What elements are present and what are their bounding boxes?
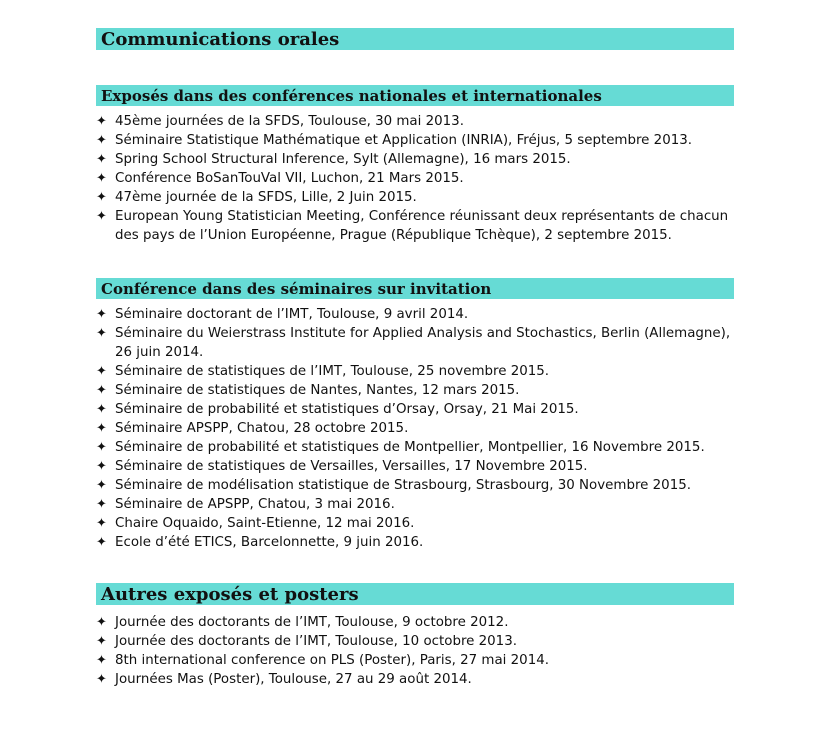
star-bullet-icon: ✦ [96, 326, 107, 341]
star-bullet-icon: ✦ [96, 114, 107, 129]
section-title-autres-exposes: Autres exposés et posters [96, 583, 734, 605]
section-title-communications-orales: Communications orales [96, 28, 734, 50]
subsection-title-seminaires: Conférence dans des séminaires sur invitation [96, 278, 734, 299]
star-bullet-icon: ✦ [96, 152, 107, 167]
star-bullet-icon: ✦ [96, 307, 107, 322]
list-item: ✦ Séminaire de probabilité et statistiques d’Orsay, Orsay, 21 Mai 2015. [96, 402, 579, 417]
star-bullet-icon: ✦ [96, 209, 107, 224]
star-bullet-icon: ✦ [96, 440, 107, 455]
list-item: ✦ Séminaire APSPP, Chatou, 28 octobre 2015. [96, 421, 409, 436]
star-bullet-icon: ✦ [96, 535, 107, 550]
list-item: ✦ Ecole d’été ETICS, Barcelonnette, 9 juin 2016. [96, 535, 424, 550]
star-bullet-icon: ✦ [96, 171, 107, 186]
star-bullet-icon: ✦ [96, 421, 107, 436]
list-item: ✦ Séminaire de statistiques de Versailles, Versailles, 17 Novembre 2015. [96, 459, 588, 474]
star-bullet-icon: ✦ [96, 190, 107, 205]
list-item: ✦ European Young Statistician Meeting, Conférence réunissant deux représentants de chacun des pays de l’Union Européenne, Prague (République Tchèque), 2 septembre 2015. [96, 209, 729, 243]
list-item: ✦ Journée des doctorants de l’IMT, Toulouse, 10 octobre 2013. [96, 634, 517, 649]
star-bullet-icon: ✦ [96, 459, 107, 474]
list-item: ✦ Séminaire de modélisation statistique de Strasbourg, Strasbourg, 30 Novembre 2015. [96, 478, 691, 493]
star-bullet-icon: ✦ [96, 653, 107, 668]
list-item: ✦ Journées Mas (Poster), Toulouse, 27 au 29 août 2014. [96, 672, 472, 687]
subsection-title-conferences: Exposés dans des conférences nationales et internationales [96, 85, 734, 106]
seminar-list [96, 305, 736, 552]
star-bullet-icon: ✦ [96, 478, 107, 493]
star-bullet-icon: ✦ [96, 133, 107, 148]
list-item: ✦ Journée des doctorants de l’IMT, Toulouse, 9 octobre 2012. [96, 615, 509, 630]
star-bullet-icon: ✦ [96, 615, 107, 630]
list-item: ✦ Séminaire doctorant de l’IMT, Toulouse, 9 avril 2014. [96, 307, 469, 322]
star-bullet-icon: ✦ [96, 497, 107, 512]
star-bullet-icon: ✦ [96, 634, 107, 649]
list-item: ✦ Conférence BoSanTouVal VII, Luchon, 21 Mars 2015. [96, 171, 464, 186]
list-item: ✦ Chaire Oquaido, Saint-Etienne, 12 mai 2016. [96, 516, 415, 531]
list-item: ✦ Séminaire Statistique Mathématique et Application (INRIA), Fréjus, 5 septembre 2013. [96, 133, 693, 148]
list-item: ✦ Séminaire de statistiques de l’IMT, Toulouse, 25 novembre 2015. [96, 364, 550, 379]
list-item: ✦ Spring School Structural Inference, Sylt (Allemagne), 16 mars 2015. [96, 152, 571, 167]
star-bullet-icon: ✦ [96, 383, 107, 398]
star-bullet-icon: ✦ [96, 402, 107, 417]
conference-list [96, 112, 736, 245]
star-bullet-icon: ✦ [96, 672, 107, 687]
star-bullet-icon: ✦ [96, 364, 107, 379]
list-item: ✦ 8th international conference on PLS (Poster), Paris, 27 mai 2014. [96, 653, 549, 668]
list-item: ✦ Séminaire de probabilité et statistiques de Montpellier, Montpellier, 16 Novembre 2015. [96, 440, 705, 455]
list-item: ✦ 45ème journées de la SFDS, Toulouse, 30 mai 2013. [96, 114, 464, 129]
star-bullet-icon: ✦ [96, 516, 107, 531]
list-item: ✦ Séminaire de APSPP, Chatou, 3 mai 2016. [96, 497, 395, 512]
list-item: ✦ 47ème journée de la SFDS, Lille, 2 Juin 2015. [96, 190, 417, 205]
list-item: ✦ Séminaire du Weierstrass Institute for Applied Analysis and Stochastics, Berlin (Allemagne), 26 juin 2014. [96, 326, 731, 360]
posters-list [96, 613, 736, 689]
list-item: ✦ Séminaire de statistiques de Nantes, Nantes, 12 mars 2015. [96, 383, 520, 398]
